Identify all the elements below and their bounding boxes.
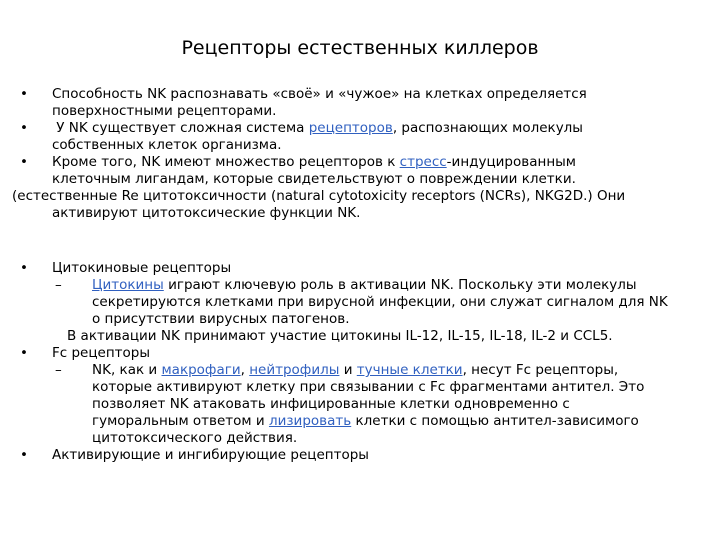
bullet: • xyxy=(20,154,28,170)
cytokine-note: В активации NK принимают участие цитокины IL-12, IL-15, IL-18, IL-2 и CCL5. xyxy=(67,328,613,344)
ncr-paragraph: (естественные Re цитотоксичности (natural cytotoxicity receptors (NCRs), NKG2D.) Они активируют цитотоксические функции NK. xyxy=(12,188,626,221)
link-mast-cells[interactable]: тучные клетки xyxy=(356,362,463,378)
list-item-activating-inhibiting xyxy=(12,447,708,464)
list-item-fc-receptors xyxy=(12,345,708,362)
cytokine-heading: Цитокиновые рецепторы xyxy=(52,260,232,276)
bullet: • xyxy=(20,260,28,276)
link-macrophages[interactable]: макрофаги xyxy=(161,362,241,378)
dash: – xyxy=(55,362,62,378)
fc-heading: Fc рецепторы xyxy=(52,345,151,361)
bullet: • xyxy=(20,120,28,136)
activating-heading: Активирующие и ингибирующие рецепторы xyxy=(52,447,369,463)
list-item-stress-receptors: • Кроме того, NK имеют множество рецепторов к стресс-индуцированным клеточным лигандам, которые свидетельствуют о повреждении клетки. xyxy=(20,154,576,187)
receptor-types-block xyxy=(12,260,708,464)
link-neutrophils[interactable]: нейтрофилы xyxy=(249,362,340,378)
sub-item-cytokines: – Цитокины играют ключевую роль в активации NK. Поскольку эти молекулы секретируются клетками при вирусной инфекции, они служат сигналом для NK о присутствии вирусных патогенов. xyxy=(55,277,668,327)
list-item-receptor-system: • У NK существует сложная система рецепторов, распознающих молекулы собственных клеток организма. xyxy=(20,120,583,153)
bullet: • xyxy=(20,86,28,102)
link-receptors[interactable]: рецепторов xyxy=(308,120,393,136)
intro-block xyxy=(12,86,708,222)
bullet: • xyxy=(20,345,28,361)
bullet: • xyxy=(20,447,28,463)
slide-title: Рецепторы естественных киллеров xyxy=(181,37,539,59)
list-item-cytokine-receptors xyxy=(12,260,708,277)
link-cytokines[interactable]: Цитокины xyxy=(92,277,164,293)
link-stress[interactable]: стресс xyxy=(399,154,447,170)
dash: – xyxy=(55,277,62,293)
list-item-nk-recognition: • Способность NK распознавать «своё» и «чужое» на клетках определяется поверхностными рецепторами. xyxy=(20,86,587,119)
link-lyse[interactable]: лизировать xyxy=(268,413,352,429)
sub-item-fc: – NK, как и макрофаги, нейтрофилы и тучные клетки, несут Fc рецепторы, которые активируют клетку при связывании с Fc фрагментами антител. Это позволяет NK атаковать инфицированные клетки одновременно с гуморальным ответом и лизировать клетки с помощью антител-зависимого цитотоксического действия. xyxy=(55,362,645,446)
